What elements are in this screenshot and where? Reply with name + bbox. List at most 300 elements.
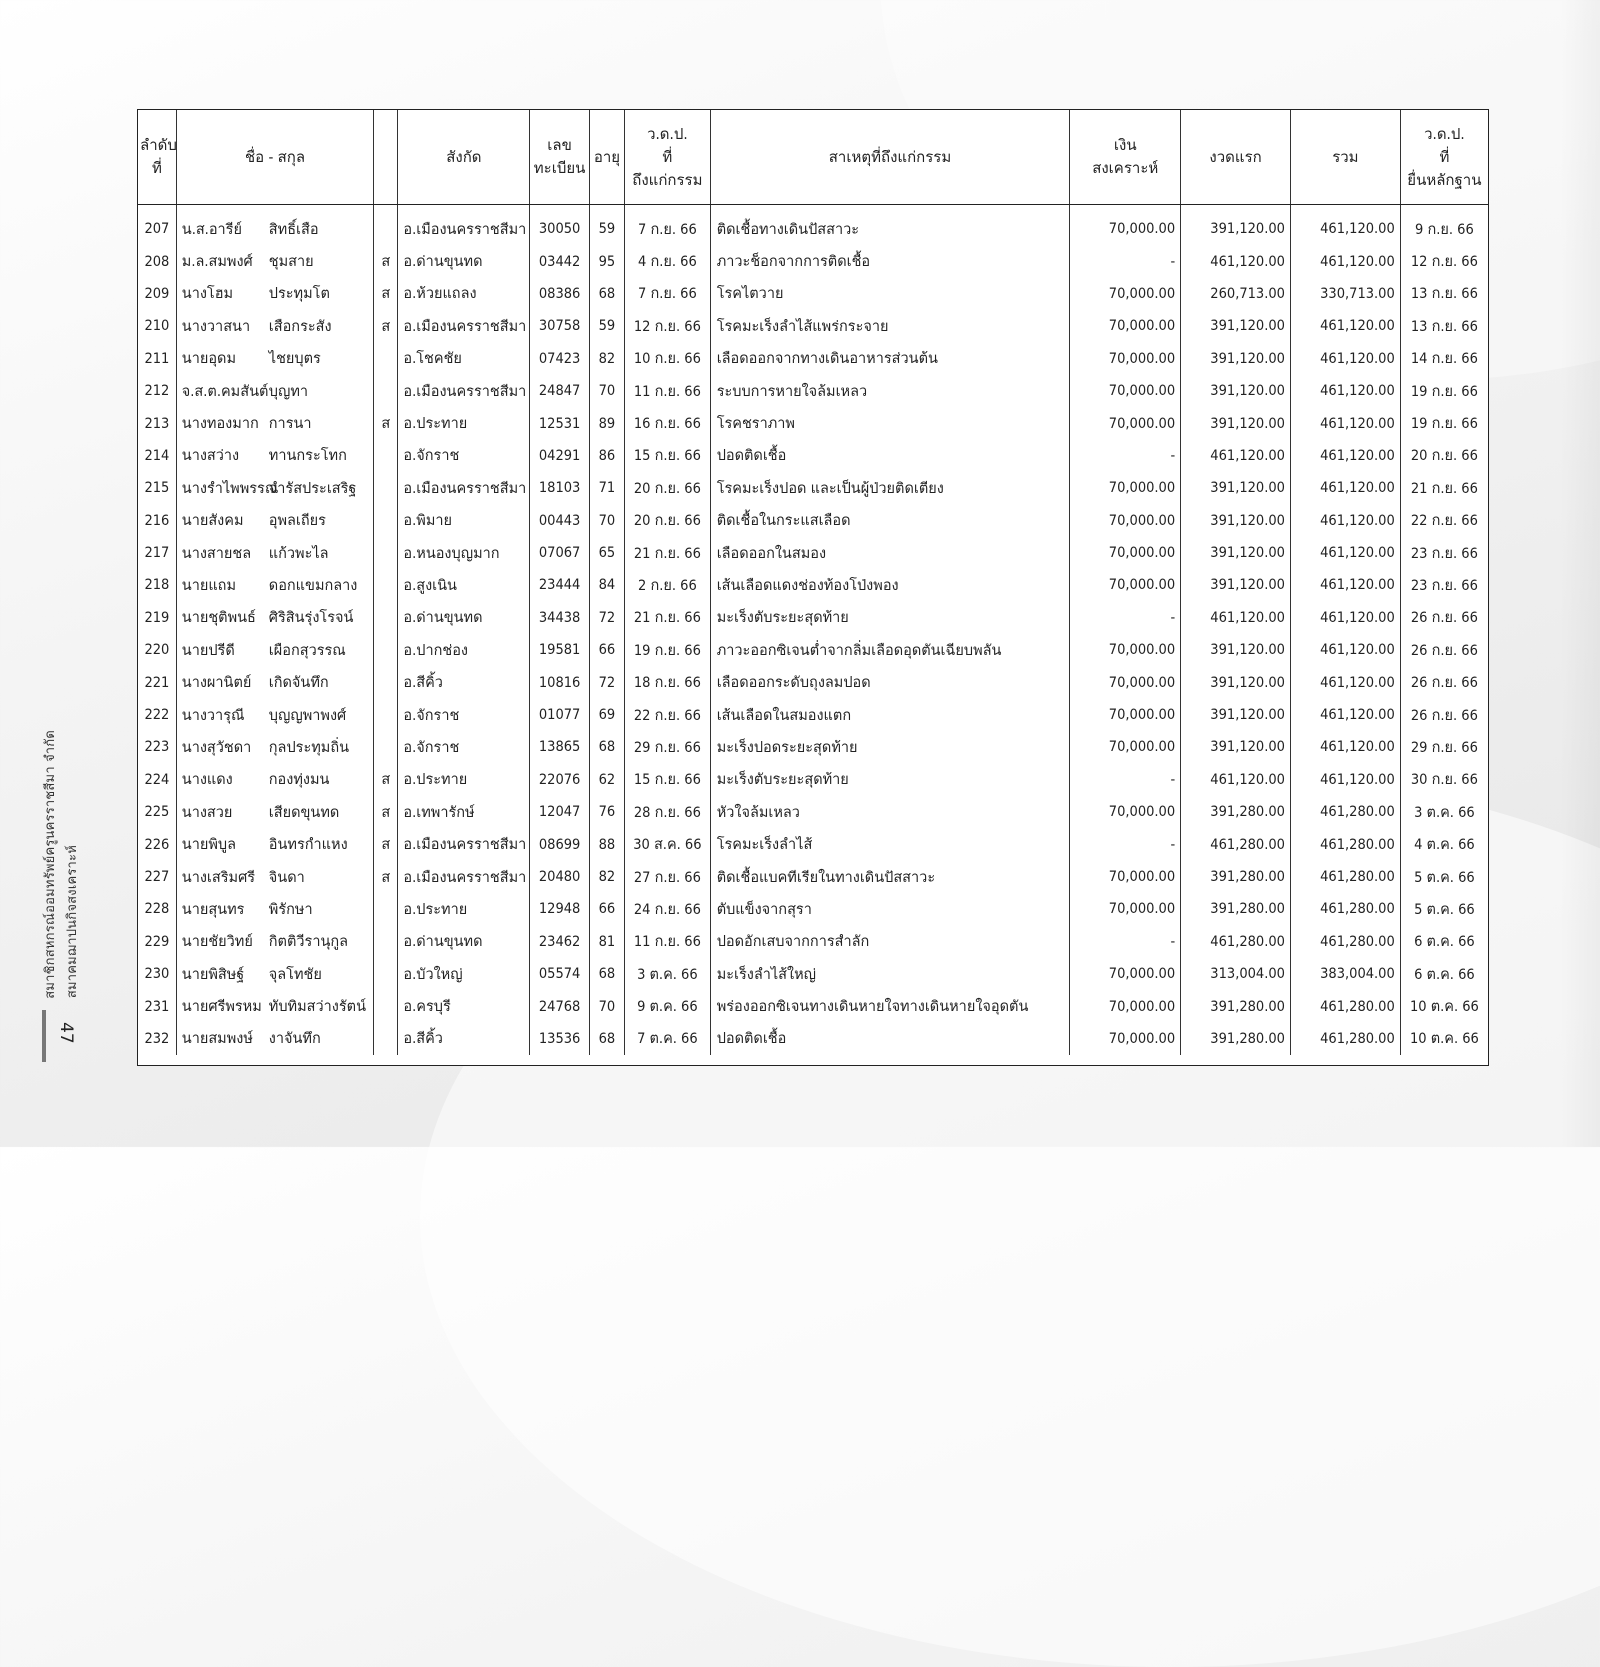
cell-total: 461,280.00 (1290, 926, 1400, 958)
first-name: นายสุนทร (181, 901, 245, 918)
first-name: นายปรีดี (181, 642, 235, 659)
first-name: ม.ล.สมพงศ์ (181, 254, 253, 271)
cell-aid: 70,000.00 (1070, 861, 1181, 893)
cell-no: 222 (138, 699, 176, 731)
cell-aid: - (1070, 926, 1181, 958)
first-name: นายศรีพรหม (181, 999, 262, 1016)
cell-first-installment: 391,280.00 (1181, 893, 1291, 925)
cell-mark (374, 731, 398, 763)
cell-no: 218 (138, 569, 176, 601)
cell-filed-date: 4 ต.ค. 66 (1414, 837, 1475, 854)
last-name: แก้วพะไล (268, 545, 329, 562)
first-name: จ.ส.ต.คมสันต์ (181, 383, 269, 400)
cell-mark (374, 1023, 398, 1055)
cell-department: อ.จักราช (398, 440, 530, 472)
cell-no: 220 (138, 634, 176, 666)
cell-filed-date: 30 ก.ย. 66 (1410, 772, 1478, 789)
last-name: ดอกแขมกลาง (268, 577, 358, 594)
header-no: ลำดับ ที่ (138, 110, 176, 205)
cell-death-date: 7 ก.ย. 66 (625, 278, 711, 310)
cell-filed-date: 10 ต.ค. 66 (1409, 999, 1479, 1016)
cell-total: 461,280.00 (1290, 1023, 1400, 1055)
cell-department: อ.ด่านขุนทด (398, 245, 530, 277)
cell-death-date: 16 ก.ย. 66 (625, 407, 711, 439)
cell-name (176, 505, 373, 537)
cell-filed-date: 5 ต.ค. 66 (1414, 901, 1475, 918)
cell-filed-date: 10 ต.ค. 66 (1409, 1031, 1479, 1048)
cell-no: 225 (138, 796, 176, 828)
cell-death-date: 20 ก.ย. 66 (625, 472, 711, 504)
cell-death-date: 28 ก.ย. 66 (625, 796, 711, 828)
header-age: อายุ (589, 110, 624, 205)
cell-mark (374, 472, 398, 504)
cell-cause: มะเร็งตับระยะสุดท้าย (710, 602, 1070, 634)
cell-name (176, 213, 373, 245)
first-name: นางสายชล (181, 545, 252, 562)
cell-filed-date: 26 ก.ย. 66 (1410, 642, 1478, 659)
cell-cause: ตับแข็งจากสุรา (710, 893, 1070, 925)
cell-death-date: 24 ก.ย. 66 (625, 893, 711, 925)
cell-mark (374, 958, 398, 990)
cell-death-date: 4 ก.ย. 66 (625, 245, 711, 277)
cell-age: 81 (589, 926, 624, 958)
cell-department: อ.หนองบุญมาก (398, 537, 530, 569)
cell-cause: เส้นเลือดในสมองแตก (710, 699, 1070, 731)
cell-department: อ.สีคิ้ว (398, 1023, 530, 1055)
cell-registration: 19581 (530, 634, 589, 666)
cell-age: 71 (589, 472, 624, 504)
first-name: นางสุวัชดา (181, 739, 252, 756)
cell-first-installment: 461,280.00 (1181, 828, 1291, 860)
cell-total: 461,120.00 (1290, 537, 1400, 569)
cell-name (176, 926, 373, 958)
cell-cause: โรคมะเร็งลำไส้ (710, 828, 1070, 860)
cell-no: 207 (138, 213, 176, 245)
cell-registration: 22076 (530, 764, 589, 796)
cell-registration: 12948 (530, 893, 589, 925)
cell-registration: 18103 (530, 472, 589, 504)
cell-first-installment: 391,120.00 (1181, 407, 1291, 439)
header-aid: เงิน สงเคราะห์ (1070, 110, 1181, 205)
cell-mark: ส (374, 828, 398, 860)
first-name: นายชุติพนธ์ (181, 610, 256, 627)
first-name: นางวาสนา (181, 318, 251, 335)
cell-name (176, 537, 373, 569)
cell-filed-date: 21 ก.ย. 66 (1410, 480, 1478, 497)
cell-name (176, 699, 373, 731)
cell-name (176, 245, 373, 277)
cell-filed-date: 19 ก.ย. 66 (1410, 383, 1478, 400)
cell-registration: 05574 (530, 958, 589, 990)
last-name: ศิริสินรุ่งโรจน์ (268, 610, 354, 627)
cell-cause: หัวใจล้มเหลว (710, 796, 1070, 828)
cell-mark (374, 893, 398, 925)
cell-department: อ.พิมาย (398, 505, 530, 537)
cell-mark (374, 440, 398, 472)
cell-department: อ.ด่านขุนทด (398, 602, 530, 634)
cell-filed-date: 6 ต.ค. 66 (1414, 934, 1475, 951)
cell-no: 219 (138, 602, 176, 634)
cell-age: 95 (589, 245, 624, 277)
header-registration: เลข ทะเบียน (530, 110, 589, 205)
cell-cause: โรคมะเร็งปอด และเป็นผู้ป่วยติดเตียง (710, 472, 1070, 504)
cell-no: 224 (138, 764, 176, 796)
cell-mark: ส (374, 245, 398, 277)
cell-name (176, 861, 373, 893)
cell-age: 66 (589, 893, 624, 925)
table-row (138, 569, 1488, 601)
cooperative-name: สมาชิกสหกรณ์ออมทรัพย์ครูนครราชสีมา จำกัด (43, 730, 58, 999)
cell-name (176, 990, 373, 1022)
cell-registration: 10816 (530, 666, 589, 698)
cell-death-date: 12 ก.ย. 66 (625, 310, 711, 342)
cell-registration: 30758 (530, 310, 589, 342)
cell-department: อ.เทพารักษ์ (398, 796, 530, 828)
cell-death-date: 9 ต.ค. 66 (625, 990, 711, 1022)
cell-death-date: 21 ก.ย. 66 (625, 602, 711, 634)
cell-age: 59 (589, 213, 624, 245)
cell-filed-date: 6 ต.ค. 66 (1414, 966, 1475, 983)
cell-registration: 08386 (530, 278, 589, 310)
cell-total: 461,120.00 (1290, 602, 1400, 634)
cell-name (176, 602, 373, 634)
cell-first-installment: 391,120.00 (1181, 213, 1291, 245)
cell-first-installment: 260,713.00 (1181, 278, 1291, 310)
cell-registration: 23444 (530, 569, 589, 601)
cell-no: 228 (138, 893, 176, 925)
cell-age: 82 (589, 861, 624, 893)
cell-name (176, 666, 373, 698)
cell-first-installment: 391,280.00 (1181, 861, 1291, 893)
cell-first-installment: 461,120.00 (1181, 245, 1291, 277)
cell-first-installment: 391,120.00 (1181, 343, 1291, 375)
cell-total: 461,120.00 (1290, 764, 1400, 796)
header-total: รวม (1290, 110, 1400, 205)
cell-aid: 70,000.00 (1070, 990, 1181, 1022)
first-name: นางเสริมศรี (181, 869, 256, 886)
cell-department: อ.ประทาย (398, 764, 530, 796)
cell-mark: ส (374, 407, 398, 439)
last-name: ประทุมโต (268, 286, 330, 303)
cell-first-installment: 391,120.00 (1181, 472, 1291, 504)
cell-mark (374, 537, 398, 569)
cell-cause: ติดเชื้อในกระแสเลือด (710, 505, 1070, 537)
cell-no: 215 (138, 472, 176, 504)
cell-cause: เส้นเลือดแดงช่องท้องโป่งพอง (710, 569, 1070, 601)
cell-cause: มะเร็งตับระยะสุดท้าย (710, 764, 1070, 796)
cell-total: 461,280.00 (1290, 796, 1400, 828)
cell-cause: ปอดติดเชื้อ (710, 1023, 1070, 1055)
cell-death-date: 18 ก.ย. 66 (625, 666, 711, 698)
cell-department: อ.สีคิ้ว (398, 666, 530, 698)
cell-age: 84 (589, 569, 624, 601)
cell-department: อ.โชคชัย (398, 343, 530, 375)
cell-mark (374, 990, 398, 1022)
cell-mark: ส (374, 796, 398, 828)
first-name: นายสมพงษ์ (181, 1031, 253, 1048)
cell-first-installment: 461,120.00 (1181, 602, 1291, 634)
table-row (138, 796, 1488, 828)
cell-total: 461,120.00 (1290, 666, 1400, 698)
last-name: อุพลเถียร (268, 513, 326, 530)
cell-filed-date: 5 ต.ค. 66 (1414, 869, 1475, 886)
cell-no: 231 (138, 990, 176, 1022)
first-name: นางแดง (181, 772, 233, 789)
cell-death-date: 2 ก.ย. 66 (625, 569, 711, 601)
cell-age: 72 (589, 666, 624, 698)
cell-age: 70 (589, 990, 624, 1022)
cell-no: 223 (138, 731, 176, 763)
table-row (138, 245, 1488, 277)
first-name: นางผานิตย์ (181, 675, 252, 692)
cell-filed-date: 12 ก.ย. 66 (1410, 254, 1478, 271)
cell-first-installment: 461,120.00 (1181, 440, 1291, 472)
cell-aid: 70,000.00 (1070, 278, 1181, 310)
cell-no: 209 (138, 278, 176, 310)
page-number: 47 (56, 1022, 76, 1044)
cell-name (176, 958, 373, 990)
cell-total: 461,120.00 (1290, 505, 1400, 537)
cell-cause: เลือดออกจากทางเดินอาหารส่วนต้น (710, 343, 1070, 375)
cell-total: 461,120.00 (1290, 472, 1400, 504)
cell-cause: ภาวะออกซิเจนต่ำจากลิ่มเลือดอุดตันเฉียบพลัน (710, 634, 1070, 666)
cell-cause: ปอดติดเชื้อ (710, 440, 1070, 472)
cell-no: 229 (138, 926, 176, 958)
cell-aid: - (1070, 245, 1181, 277)
cell-registration: 24847 (530, 375, 589, 407)
cell-first-installment: 391,120.00 (1181, 505, 1291, 537)
cell-total: 461,120.00 (1290, 731, 1400, 763)
table-row (138, 343, 1488, 375)
cell-mark (374, 213, 398, 245)
last-name: อินทรกำแหง (268, 837, 348, 854)
cell-filed-date: 26 ก.ย. 66 (1410, 610, 1478, 627)
cell-filed-date: 20 ก.ย. 66 (1410, 448, 1478, 465)
cell-name (176, 440, 373, 472)
cell-name (176, 375, 373, 407)
cell-age: 70 (589, 505, 624, 537)
table-row (138, 602, 1488, 634)
cell-department: อ.ปากช่อง (398, 634, 530, 666)
cell-first-installment: 313,004.00 (1181, 958, 1291, 990)
cell-registration: 30050 (530, 213, 589, 245)
cell-no: 216 (138, 505, 176, 537)
cell-filed-date: 9 ก.ย. 66 (1415, 221, 1474, 238)
cell-name (176, 828, 373, 860)
cell-aid: 70,000.00 (1070, 472, 1181, 504)
header-cause: สาเหตุที่ถึงแก่กรรม (710, 110, 1070, 205)
cell-death-date: 3 ต.ค. 66 (625, 958, 711, 990)
cell-registration: 07423 (530, 343, 589, 375)
cell-department: อ.เมืองนครราชสีมา (398, 310, 530, 342)
cell-filed-date: 13 ก.ย. 66 (1410, 286, 1478, 303)
cell-cause: เลือดออกระดับถุงลมปอด (710, 666, 1070, 698)
header-filed-date: ว.ด.ป. ที่ ยื่นหลักฐาน (1400, 110, 1488, 205)
last-name: จำรัสประเสริฐ (268, 480, 357, 497)
last-name: เสือกระสัง (268, 318, 332, 335)
cell-first-installment: 391,280.00 (1181, 1023, 1291, 1055)
cell-name (176, 796, 373, 828)
cell-mark (374, 505, 398, 537)
table-row (138, 699, 1488, 731)
cell-death-date: 11 ก.ย. 66 (625, 375, 711, 407)
cell-mark (374, 569, 398, 601)
cell-first-installment: 461,120.00 (1181, 764, 1291, 796)
cell-cause: ภาวะช็อกจากการติดเชื้อ (710, 245, 1070, 277)
table-row (138, 990, 1488, 1022)
cell-aid: 70,000.00 (1070, 699, 1181, 731)
cell-registration: 34438 (530, 602, 589, 634)
first-name: นายพิสิษฐ์ (181, 966, 245, 983)
last-name: ชุมสาย (268, 254, 314, 271)
cell-total: 461,120.00 (1290, 245, 1400, 277)
cell-mark: ส (374, 861, 398, 893)
cell-age: 69 (589, 699, 624, 731)
cell-cause: โรคชราภาพ (710, 407, 1070, 439)
cell-registration: 04291 (530, 440, 589, 472)
cell-no: 232 (138, 1023, 176, 1055)
cell-department: อ.ห้วยแถลง (398, 278, 530, 310)
cell-aid: 70,000.00 (1070, 310, 1181, 342)
cell-total: 461,120.00 (1290, 569, 1400, 601)
cell-no: 227 (138, 861, 176, 893)
cell-no: 221 (138, 666, 176, 698)
cell-age: 66 (589, 634, 624, 666)
cell-department: อ.จักราช (398, 699, 530, 731)
cell-department: อ.เมืองนครราชสีมา (398, 828, 530, 860)
last-name: ทานกระโทก (268, 448, 347, 465)
table-row (138, 375, 1488, 407)
table-row (138, 407, 1488, 439)
cell-department: อ.เมืองนครราชสีมา (398, 472, 530, 504)
cell-filed-date: 23 ก.ย. 66 (1410, 545, 1478, 562)
records-table (138, 110, 1488, 1055)
cell-mark (374, 343, 398, 375)
cell-age: 76 (589, 796, 624, 828)
cell-mark: ส (374, 310, 398, 342)
cell-age: 62 (589, 764, 624, 796)
table-row (138, 440, 1488, 472)
cell-aid: - (1070, 602, 1181, 634)
cell-registration: 12531 (530, 407, 589, 439)
cell-first-installment: 391,120.00 (1181, 634, 1291, 666)
last-name: บุญญพาพงศ์ (268, 707, 347, 724)
cell-cause: โรคไตวาย (710, 278, 1070, 310)
cell-aid: 70,000.00 (1070, 731, 1181, 763)
table-row (138, 1023, 1488, 1055)
table-row (138, 213, 1488, 245)
last-name: กิตติวีรานุกูล (268, 934, 349, 951)
cell-registration: 03442 (530, 245, 589, 277)
cell-department: อ.เมืองนครราชสีมา (398, 213, 530, 245)
cell-total: 461,120.00 (1290, 213, 1400, 245)
cell-department: อ.ประทาย (398, 893, 530, 925)
cell-registration: 07067 (530, 537, 589, 569)
table-row (138, 861, 1488, 893)
cell-cause: โรคมะเร็งลำไส้แพร่กระจาย (710, 310, 1070, 342)
first-name: นายพิบูล (181, 837, 236, 854)
cell-cause: ติดเชื้อแบคทีเรียในทางเดินปัสสาวะ (710, 861, 1070, 893)
cell-age: 59 (589, 310, 624, 342)
cell-mark: ส (374, 764, 398, 796)
cell-department: อ.สูงเนิน (398, 569, 530, 601)
cell-total: 461,120.00 (1290, 407, 1400, 439)
cell-registration: 23462 (530, 926, 589, 958)
table-row (138, 958, 1488, 990)
cell-name (176, 343, 373, 375)
cell-no: 208 (138, 245, 176, 277)
cell-no: 212 (138, 375, 176, 407)
cell-first-installment: 461,280.00 (1181, 926, 1291, 958)
table-spacer-row (138, 205, 1488, 214)
cell-department: อ.เมืองนครราชสีมา (398, 375, 530, 407)
cell-cause: เลือดออกในสมอง (710, 537, 1070, 569)
first-name: นายแถม (181, 577, 237, 594)
cell-department: อ.เมืองนครราชสีมา (398, 861, 530, 893)
last-name: เผือกสุวรรณ (268, 642, 346, 659)
cell-no: 217 (138, 537, 176, 569)
cell-aid: 70,000.00 (1070, 893, 1181, 925)
cell-filed-date: 22 ก.ย. 66 (1410, 513, 1478, 530)
cell-total: 461,120.00 (1290, 440, 1400, 472)
first-name: นางสว่าง (181, 448, 240, 465)
cell-department: อ.ครบุรี (398, 990, 530, 1022)
cell-filed-date: 13 ก.ย. 66 (1410, 318, 1478, 335)
cell-first-installment: 391,120.00 (1181, 699, 1291, 731)
cell-total: 461,280.00 (1290, 990, 1400, 1022)
cell-cause: ติดเชื้อทางเดินปัสสาวะ (710, 213, 1070, 245)
last-name: เสียดขุนทด (268, 804, 340, 821)
cell-registration: 13536 (530, 1023, 589, 1055)
table-row (138, 893, 1488, 925)
header-department: สังกัด (398, 110, 530, 205)
cell-name (176, 634, 373, 666)
cell-name (176, 731, 373, 763)
cell-age: 68 (589, 1023, 624, 1055)
cell-death-date: 20 ก.ย. 66 (625, 505, 711, 537)
header-mark (374, 110, 398, 205)
table-row (138, 505, 1488, 537)
cell-cause: มะเร็งปอดระยะสุดท้าย (710, 731, 1070, 763)
cell-death-date: 15 ก.ย. 66 (625, 440, 711, 472)
cell-filed-date: 14 ก.ย. 66 (1410, 351, 1478, 368)
cell-mark (374, 602, 398, 634)
cell-filed-date: 19 ก.ย. 66 (1410, 416, 1478, 433)
cell-filed-date: 29 ก.ย. 66 (1410, 739, 1478, 756)
cell-first-installment: 391,120.00 (1181, 666, 1291, 698)
cell-death-date: 15 ก.ย. 66 (625, 764, 711, 796)
cell-death-date: 29 ก.ย. 66 (625, 731, 711, 763)
cell-no: 226 (138, 828, 176, 860)
cell-age: 88 (589, 828, 624, 860)
cell-department: อ.จักราช (398, 731, 530, 763)
cell-aid: 70,000.00 (1070, 505, 1181, 537)
cell-first-installment: 391,120.00 (1181, 569, 1291, 601)
cell-name (176, 310, 373, 342)
cell-age: 72 (589, 602, 624, 634)
cell-no: 211 (138, 343, 176, 375)
cell-no: 210 (138, 310, 176, 342)
last-name: ทับทิมสว่างรัตน์ (268, 999, 366, 1016)
last-name: สิทธิ์เสือ (268, 221, 319, 238)
cell-department: อ.บัวใหญ่ (398, 958, 530, 990)
cell-mark (374, 375, 398, 407)
cell-registration: 00443 (530, 505, 589, 537)
table-row (138, 731, 1488, 763)
table-row (138, 472, 1488, 504)
cell-department: อ.ประทาย (398, 407, 530, 439)
cell-mark (374, 666, 398, 698)
